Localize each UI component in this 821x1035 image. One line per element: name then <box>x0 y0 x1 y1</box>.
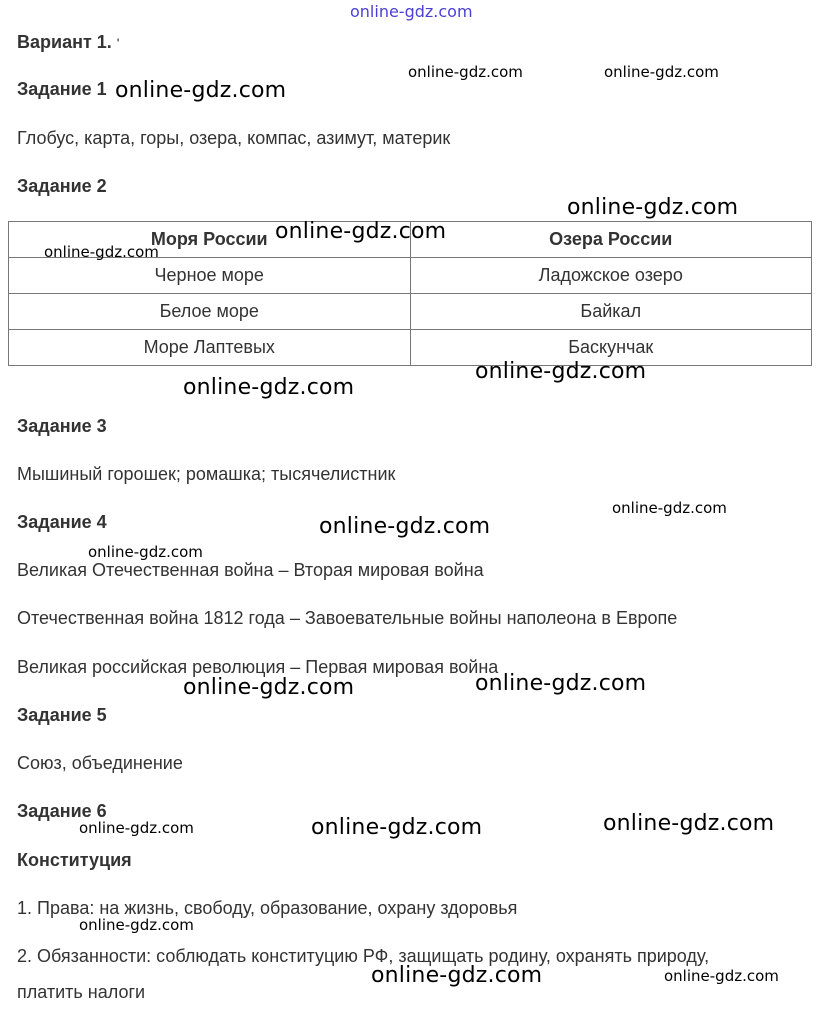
table-cell: Белое море <box>9 294 411 330</box>
watermark: online-gdz.com <box>603 811 775 836</box>
watermark: online-gdz.com <box>79 819 194 837</box>
table-header-lakes: Озера России <box>410 222 812 258</box>
watermark: online-gdz.com <box>612 499 727 517</box>
watermark: online-gdz.com <box>79 916 194 934</box>
watermark: online-gdz.com <box>664 967 779 985</box>
watermark: online-gdz.com <box>183 675 355 700</box>
watermark: online-gdz.com <box>115 78 287 103</box>
table-cell: Байкал <box>410 294 812 330</box>
task-6-line-1: 1. Права: на жизнь, свободу, образование, охрану здоровья <box>17 898 518 918</box>
task-6-heading: Задание 6 <box>17 801 107 821</box>
task-5-heading: Задание 5 <box>17 705 107 725</box>
watermark: online-gdz.com <box>311 815 483 840</box>
table-cell: Черное море <box>9 258 411 294</box>
table-header-seas: Моря России <box>9 222 411 258</box>
watermark: online-gdz.com <box>408 63 523 81</box>
variant-title-mark: ' <box>116 35 120 51</box>
watermark: online-gdz.com <box>319 514 491 539</box>
task-6-subheading: Конституция <box>17 850 132 870</box>
task-3-heading: Задание 3 <box>17 416 107 436</box>
watermark: online-gdz.com <box>604 63 719 81</box>
watermark: online-gdz.com <box>567 195 739 220</box>
task-4-line-2: Отечественная война 1812 года – Завоевательные войны наполеона в Европе <box>17 608 678 628</box>
watermark: online-gdz.com <box>44 243 159 261</box>
table-row <box>9 258 812 294</box>
table-row <box>9 330 812 366</box>
task-1-answer: Глобус, карта, горы, озера, компас, азимут, материк <box>17 128 451 148</box>
table-cell: Море Лаптевых <box>9 330 411 366</box>
variant-title-text: Вариант 1. <box>17 32 112 52</box>
task-2-heading: Задание 2 <box>17 176 107 196</box>
task-4-line-3: Великая российская революция – Первая мировая война <box>17 657 499 677</box>
watermark: online-gdz.com <box>371 963 543 988</box>
task-5-answer: Союз, объединение <box>17 753 183 773</box>
watermark: online-gdz.com <box>475 671 647 696</box>
watermark: online-gdz.com <box>275 219 447 244</box>
table-row <box>9 294 812 330</box>
table-cell: Баскунчак <box>410 330 812 366</box>
task-6-line-3: платить налоги <box>17 982 146 1002</box>
variant-title <box>17 32 119 53</box>
task-3-answer: Мышиный горошек; ромашка; тысячелистник <box>17 464 396 484</box>
watermark: online-gdz.com <box>475 359 647 384</box>
task-4-heading: Задание 4 <box>17 512 107 532</box>
task-6-line-2: 2. Обязанности: соблюдать конституцию РФ, защищать родину, охранять природу, <box>17 946 710 966</box>
table-cell: Ладожское озеро <box>410 258 812 294</box>
watermark: online-gdz.com <box>88 543 203 561</box>
watermark: online-gdz.com <box>183 375 355 400</box>
top-watermark: online-gdz.com <box>350 2 473 21</box>
task-1-heading: Задание 1 <box>17 79 107 99</box>
task-4-line-1: Великая Отечественная война – Вторая мировая война <box>17 560 484 580</box>
